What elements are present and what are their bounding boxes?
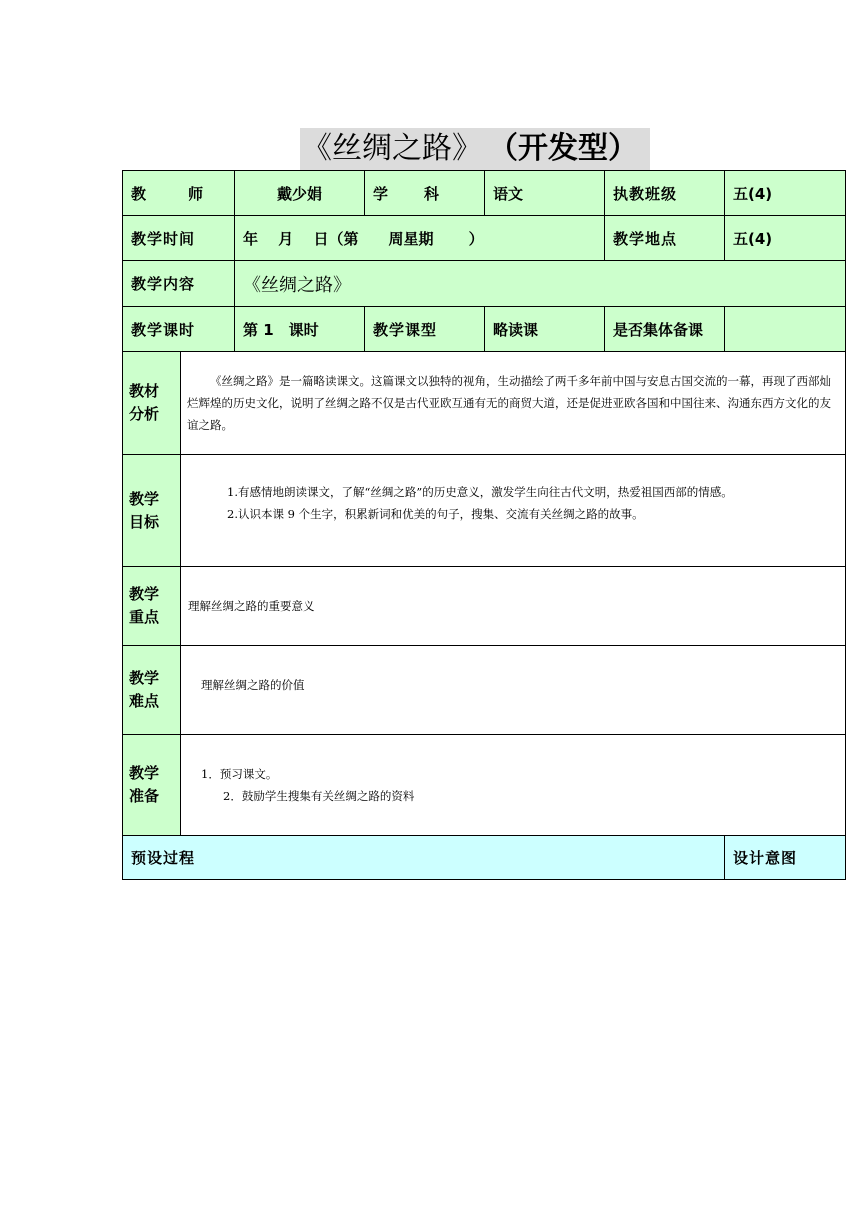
key-label-line1: 教学 xyxy=(129,585,160,603)
key-label-line2: 重点 xyxy=(129,608,160,626)
prep-label-line1: 教学 xyxy=(129,764,160,782)
table-row xyxy=(123,646,846,735)
prep-item: 2．鼓励学生搜集有关丝绸之路的资料 xyxy=(223,789,415,803)
goals-content xyxy=(181,455,846,567)
period-label: 教学课时 xyxy=(123,307,235,352)
type-label: 教学课型 xyxy=(365,307,485,352)
lesson-plan-table xyxy=(122,170,846,880)
difficulty-label-line2: 难点 xyxy=(129,692,160,710)
prep-item: 1．预习课文。 xyxy=(201,767,278,781)
key-text: 理解丝绸之路的重要意义 xyxy=(181,567,846,646)
analysis-text: 《丝绸之路》是一篇略读课文。这篇课文以独特的视角，生动描绘了两千多年前中国与安息古国交流的一幕，再现了西部灿烂辉煌的历史文化，说明了丝绸之路不仅是古代亚欧互通有无的商贸大道，还是促进亚欧各国和中国往来、沟通东西方文化的友谊之路。 xyxy=(187,374,831,432)
prep-label-line2: 准备 xyxy=(129,787,160,805)
document-title xyxy=(300,128,650,170)
goals-label-line2: 目标 xyxy=(129,512,160,531)
table-row xyxy=(123,567,846,646)
analysis-label-line2: 分析 xyxy=(129,405,160,423)
title-type: （开发型） xyxy=(484,128,650,170)
table-row xyxy=(123,171,846,216)
process-label: 预设过程 xyxy=(123,836,725,880)
class-label: 执教班级 xyxy=(605,171,725,216)
subject-label-cell xyxy=(365,171,485,216)
goal-item: 2.认识本课 9 个生字，积累新词和优美的句子，搜集、交流有关丝绸之路的故事。 xyxy=(227,506,644,521)
teacher-value: 戴少娟 xyxy=(235,171,365,216)
subject-label-char1: 学 xyxy=(373,184,390,203)
table-row xyxy=(123,836,846,880)
table-row xyxy=(123,307,846,352)
time-value: 年 月 日（第 周星期 ） xyxy=(235,216,605,261)
table-row xyxy=(123,216,846,261)
collective-value xyxy=(725,307,846,352)
table-row xyxy=(123,261,846,307)
type-value: 略读课 xyxy=(485,307,605,352)
table-row xyxy=(123,455,846,567)
class-value: 五(4) xyxy=(725,171,846,216)
analysis-label-line1: 教材 xyxy=(129,382,160,400)
table-row xyxy=(123,352,846,455)
difficulty-label-line1: 教学 xyxy=(129,669,160,687)
title-lesson-name: 《丝绸之路》 xyxy=(300,128,484,170)
prep-content xyxy=(181,735,846,836)
content-value: 《丝绸之路》 xyxy=(235,261,846,307)
goals-label xyxy=(123,455,181,567)
intent-label: 设计意图 xyxy=(725,836,846,880)
key-label xyxy=(123,567,181,646)
difficulty-text: 理解丝绸之路的价值 xyxy=(181,646,846,735)
teacher-label-cell xyxy=(123,171,235,216)
period-value: 第 1 课时 xyxy=(235,307,365,352)
content-label: 教学内容 xyxy=(123,261,235,307)
goal-item: 1.有感情地朗读课文，了解“丝绸之路”的历史意义，激发学生向往古代文明，热爱祖国西部的情感。 xyxy=(227,484,733,499)
analysis-content xyxy=(181,352,846,455)
subject-value: 语文 xyxy=(485,171,605,216)
analysis-label xyxy=(123,352,181,455)
teacher-label-char2: 师 xyxy=(187,184,204,203)
difficulty-label xyxy=(123,646,181,735)
collective-label: 是否集体备课 xyxy=(605,307,725,352)
time-label: 教学时间 xyxy=(123,216,235,261)
place-value: 五(4) xyxy=(725,216,846,261)
prep-label xyxy=(123,735,181,836)
table-row xyxy=(123,735,846,836)
place-label: 教学地点 xyxy=(605,216,725,261)
teacher-label-char1: 教 xyxy=(131,184,148,203)
subject-label-char2: 科 xyxy=(423,184,440,203)
goals-label-line1: 教学 xyxy=(129,489,160,508)
